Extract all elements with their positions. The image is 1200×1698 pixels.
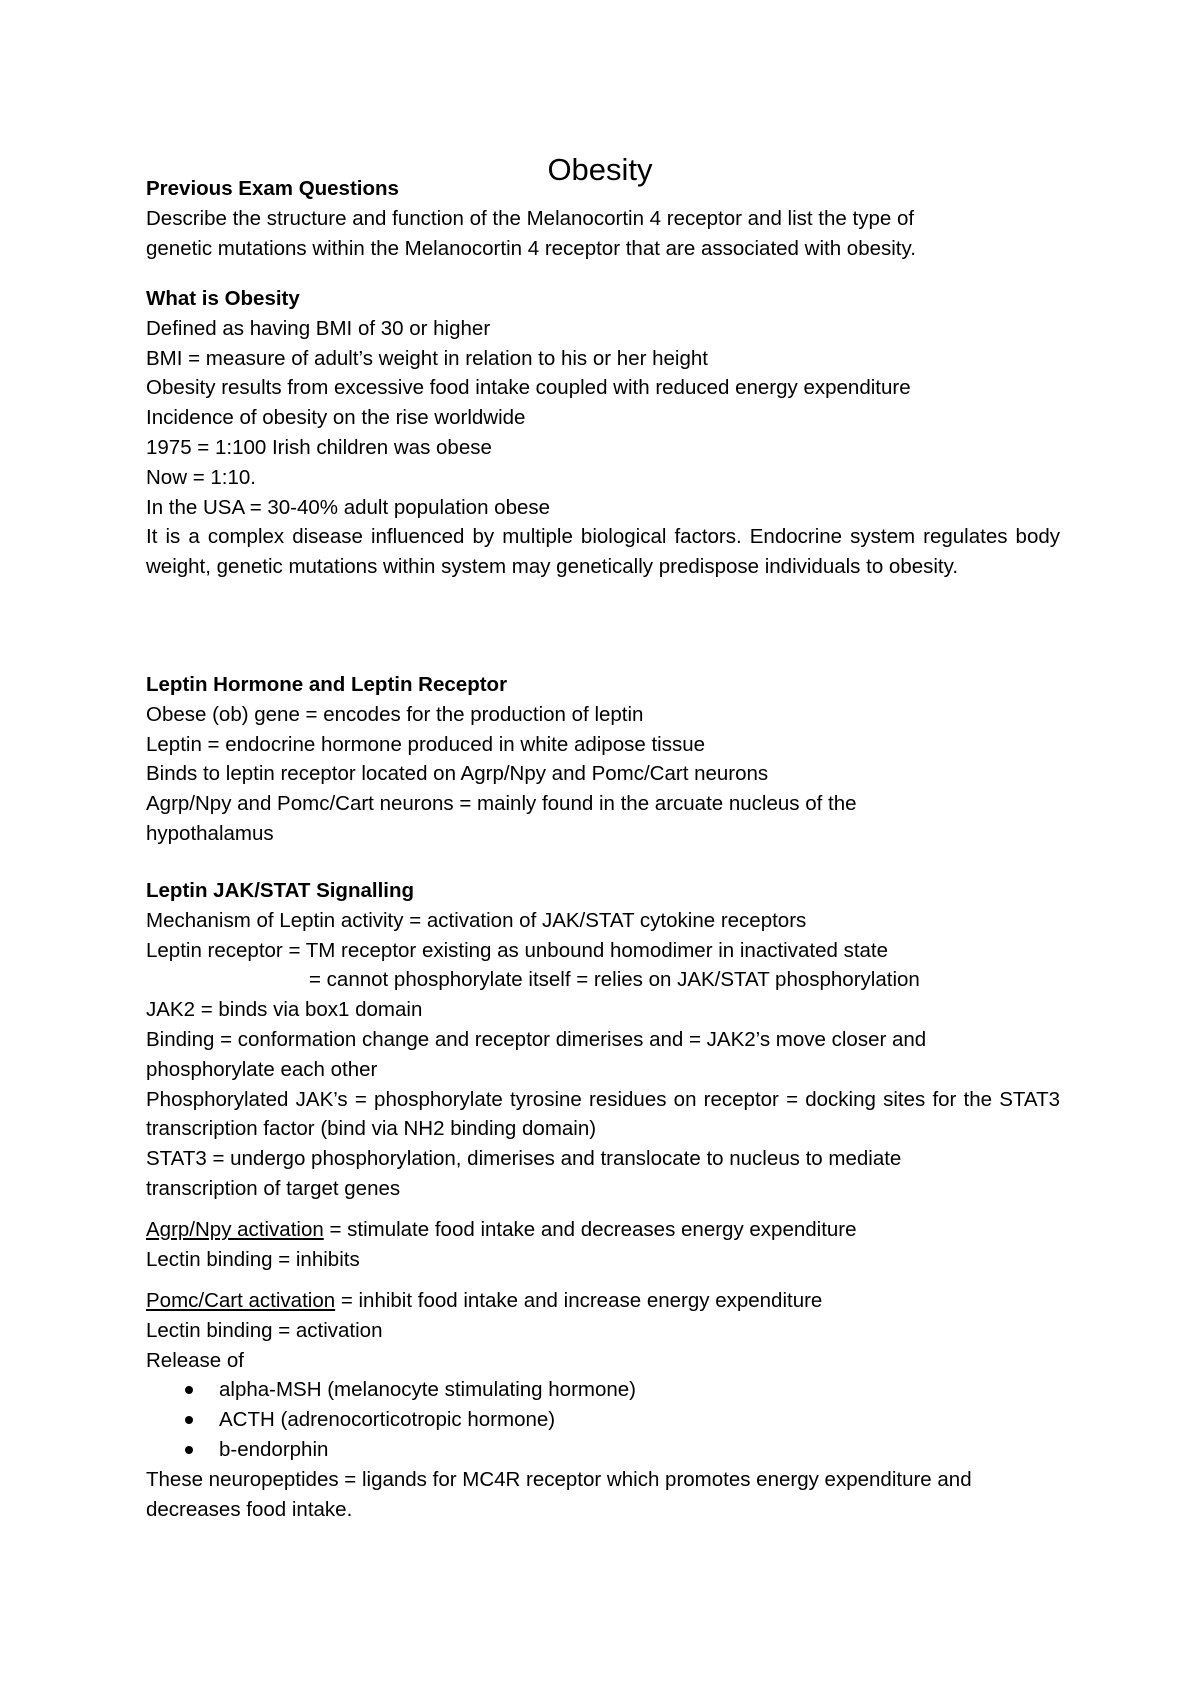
pomc-description: = inhibit food intake and increase energy expenditure (335, 1289, 823, 1312)
list-item-text: b-endorphin (219, 1437, 329, 1461)
jak-stat-line: Leptin receptor = TM receptor existing as unbound homodimer in inactivated state (146, 938, 889, 962)
neuropeptide-list (146, 1375, 1060, 1464)
what-is-line: Incidence of obesity on the rise worldwide (146, 406, 526, 430)
pomc-lectin-line: Lectin binding = activation (146, 1318, 383, 1342)
bullet-icon (185, 1386, 193, 1394)
pomc-section (146, 1286, 1060, 1524)
agrp-section (146, 1215, 1060, 1275)
list-item (146, 1405, 1060, 1435)
jak-stat-line: STAT3 = undergo phosphorylation, dimerises and translocate to nucleus to mediate (146, 1147, 902, 1171)
list-item-text: alpha-MSH (melanocyte stimulating hormone) (219, 1378, 637, 1402)
pomc-final-line: decreases food intake. (146, 1497, 353, 1521)
jak-stat-line-indented: = cannot phosphorylate itself = relies on JAK/STAT phosphorylation (309, 968, 920, 992)
list-item (146, 1375, 1060, 1405)
leptin-heading: Leptin Hormone and Leptin Receptor (146, 673, 508, 696)
leptin-line: Agrp/Npy and Pomc/Cart neurons = mainly found in the arcuate nucleus of the (146, 792, 857, 816)
leptin-line: Obese (ob) gene = encodes for the production of leptin (146, 702, 644, 726)
jak-stat-line: phosphorylate each other (146, 1057, 378, 1081)
agrp-description: = stimulate food intake and decreases energy expenditure (323, 1218, 857, 1241)
jak-stat-line: transcription of target genes (146, 1176, 401, 1200)
exam-section (146, 174, 1060, 263)
what-is-section (146, 284, 1060, 582)
what-is-line: Defined as having BMI of 30 or higher (146, 316, 491, 340)
pomc-line (146, 1286, 1060, 1316)
pomc-final-line: These neuropeptides = ligands for MC4R receptor which promotes energy expenditure and (146, 1467, 972, 1491)
bullet-icon (185, 1446, 193, 1454)
bullet-icon (185, 1416, 193, 1424)
agrp-line (146, 1215, 1060, 1245)
page-title: Obesity (547, 152, 653, 187)
agrp-lectin-line: Lectin binding = inhibits (146, 1247, 360, 1271)
leptin-line: Binds to leptin receptor located on Agrp/Npy and Pomc/Cart neurons (146, 762, 769, 786)
agrp-label: Agrp/Npy activation (146, 1218, 324, 1241)
what-is-line: Obesity results from excessive food intake coupled with reduced energy expenditure (146, 376, 911, 400)
jak-stat-heading: Leptin JAK/STAT Signalling (146, 879, 415, 902)
jak-stat-line: JAK2 = binds via box1 domain (146, 998, 423, 1022)
exam-line: genetic mutations within the Melanocortin 4 receptor that are associated with obesity. (146, 236, 916, 260)
jak-stat-section (146, 876, 1060, 1204)
leptin-line: hypothalamus (146, 821, 274, 845)
pomc-release-line: Release of (146, 1348, 245, 1372)
what-is-line: BMI = measure of adult’s weight in relation to his or her height (146, 346, 708, 370)
jak-stat-line: Mechanism of Leptin activity = activation of JAK/STAT cytokine receptors (146, 908, 807, 932)
what-is-heading: What is Obesity (146, 287, 300, 310)
jak-stat-paragraph: Phosphorylated JAK’s = phosphorylate tyrosine residues on receptor = docking sites for the STAT3 transcription factor (bind via NH2 binding domain) (146, 1087, 1060, 1141)
what-is-line: Now = 1:10. (146, 465, 256, 489)
what-is-paragraph: It is a complex disease influenced by multiple biological factors. Endocrine system regulates body weight, genetic mutations within system may genetically predispose individuals to obesity. (146, 525, 1060, 579)
leptin-line: Leptin = endocrine hormone produced in white adipose tissue (146, 732, 705, 756)
list-item-text: ACTH (adrenocorticotropic hormone) (219, 1408, 556, 1432)
exam-heading: Previous Exam Questions (146, 177, 399, 200)
exam-line: Describe the structure and function of the Melanocortin 4 receptor and list the type of (146, 206, 915, 230)
leptin-section (146, 670, 1060, 849)
what-is-line: In the USA = 30-40% adult population obese (146, 495, 551, 519)
list-item (146, 1435, 1060, 1465)
pomc-label: Pomc/Cart activation (146, 1289, 336, 1312)
what-is-line: 1975 = 1:100 Irish children was obese (146, 435, 492, 459)
jak-stat-line: Binding = conformation change and receptor dimerises and = JAK2’s move closer and (146, 1027, 927, 1051)
